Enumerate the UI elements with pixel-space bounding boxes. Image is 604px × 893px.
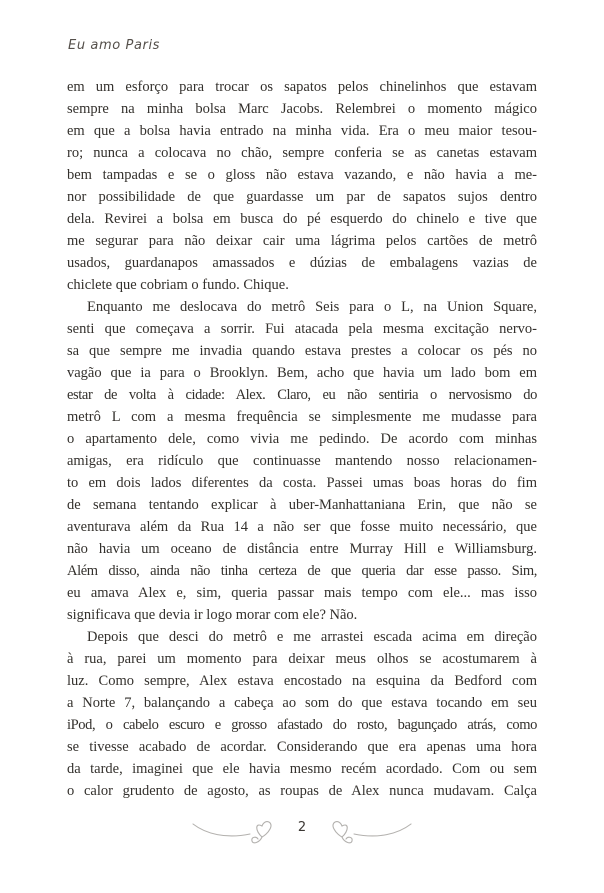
page-footer (0, 814, 604, 848)
page-number: 2 (297, 819, 307, 835)
heart-flourish-left-icon (192, 814, 288, 848)
heart-flourish-right-icon (316, 814, 412, 848)
text-line: aventurava além da Rua 14 a não ser que fosse muito necessário, que (67, 519, 537, 535)
text-line: to em dois lados diferentes da costa. Passei umas boas horas do fim (67, 475, 537, 491)
text-line: Enquanto me deslocava do metrô Seis para o L, na Union Square, (87, 299, 537, 315)
text-line: senti que começava a sorrir. Fui atacada pela mesma excitação nervo- (67, 321, 537, 337)
text-line: se tivesse acabado de acordar. Considerando que era apenas uma hora (67, 739, 537, 755)
text-line: me segurar para não deixar cair uma lágrima pelos cartões de metrô (67, 233, 537, 249)
text-line: o calor grudento de agosto, as roupas de Alex nunca mudavam. Calça (67, 783, 537, 799)
text-line: em que a bolsa havia entrado na minha vida. Era o meu maior tesou- (67, 123, 537, 139)
text-line: em um esforço para trocar os sapatos pelos chinelinhos que estavam (67, 79, 537, 95)
text-line: à rua, parei um momento para deixar meus olhos se acostumarem à (67, 651, 537, 667)
running-head-title: Eu amo Paris (68, 38, 161, 53)
text-line: sempre na minha bolsa Marc Jacobs. Relembrei o momento mágico (67, 101, 537, 117)
text-line: dela. Revirei a bolsa em busca do pé esquerdo do chinelo e tive que (67, 211, 537, 227)
text-line: Além disso, ainda não tinha certeza de que queria dar esse passo. Sim, (67, 563, 537, 579)
text-line: sa que sempre me invadia quando estava prestes a colocar os pés no (67, 343, 537, 359)
text-line: nor possibilidade de que guardasse um par de sapatos sujos dentro (67, 189, 537, 205)
text-line: vagão que ia para o Brooklyn. Bem, acho que havia um lado bom em (67, 365, 537, 381)
text-line: eu amava Alex e, sim, queria passar mais tempo com ele... mas isso (67, 585, 537, 601)
text-line: a Norte 7, balançando a cabeça ao som do que estava tocando em seu (67, 695, 537, 711)
text-line: iPod, o cabelo escuro e grosso afastado do rosto, bagunçado atrás, como (67, 717, 537, 733)
text-line: ro; nunca a colocava no chão, sempre conferia se as canetas estavam (67, 145, 537, 161)
text-line: significava que devia ir logo morar com ele? Não. (67, 607, 358, 623)
body-text-block (67, 76, 537, 802)
text-line: de semana tentando explicar à uber-Manhattaniana Erin, que não se (67, 497, 537, 513)
text-line: bem tampadas e se o gloss não estava vazando, e não havia a me- (67, 167, 537, 183)
text-line: não havia um oceano de distância entre Murray Hill e Williamsburg. (67, 541, 537, 557)
text-line: Depois que desci do metrô e me arrastei escada acima em direção (87, 629, 537, 645)
text-line: da tarde, imaginei que ele havia mesmo recém acordado. Com ou sem (67, 761, 537, 777)
text-line: luz. Como sempre, Alex estava encostado na esquina da Bedford com (67, 673, 537, 689)
text-line: amigas, era ridículo que continuasse mantendo nosso relacionamen- (67, 453, 537, 469)
text-line: estar de volta à cidade: Alex. Claro, eu não sentiria o nervosismo do (67, 387, 537, 403)
text-line: usados, guardanapos amassados e dúzias de embalagens vazias de (67, 255, 537, 271)
text-line: chiclete que cobriam o fundo. Chique. (67, 277, 289, 293)
text-line: metrô L com a mesma frequência se simplesmente me mudasse para (67, 409, 537, 425)
text-line: o apartamento dele, como vivia me pedindo. De acordo com minhas (67, 431, 537, 447)
